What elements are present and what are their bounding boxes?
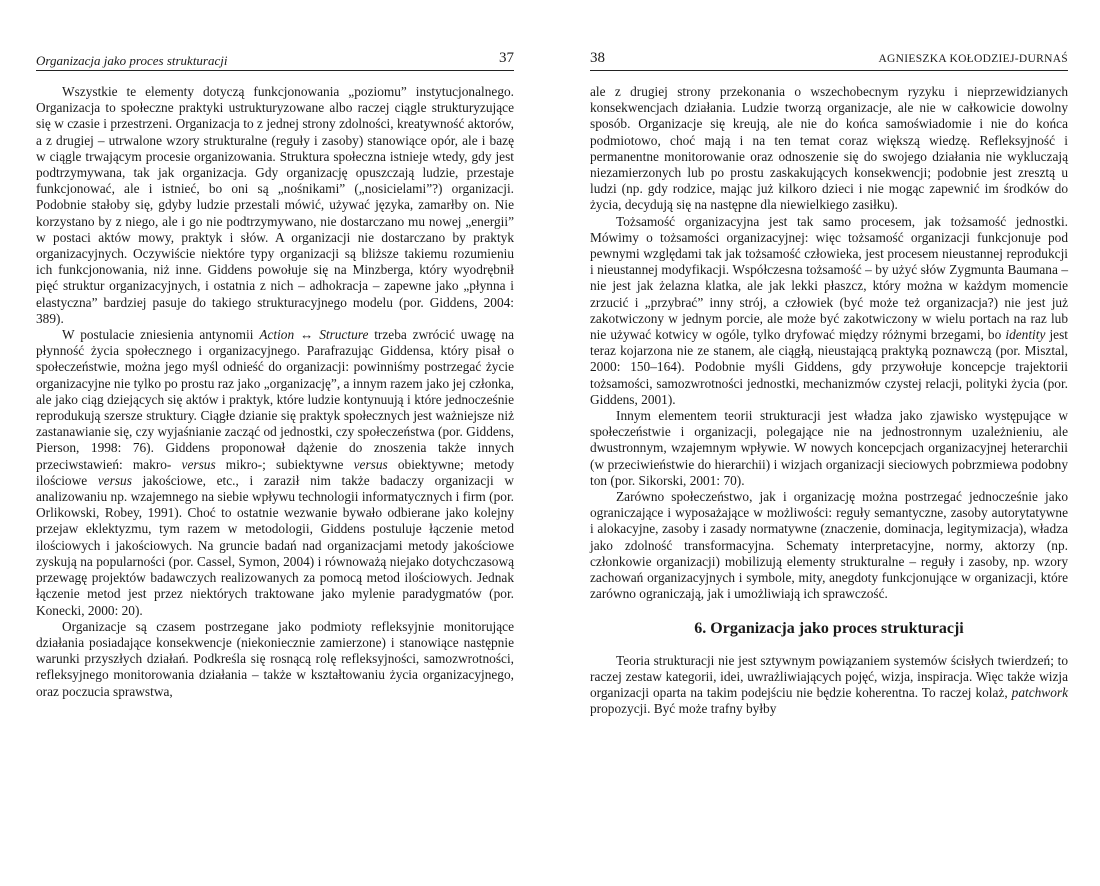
paragraph: W postulacie zniesienia antynomii Action ↔ Structure trzeba zwrócić uwagę na płynność życia społecznego i organizacyjnego. Parafrazując Giddensa, który pisał o społeczeństwie, można jego myśl odnieść do organizacji: powinniśmy postrzegać życie organizacyjne nie tylko po prostu raz jako „organizację”, a innym razem jako jej członka, ale jako ciąg dziejących się aktów i praktyk, które ludzie kontynuują i które jednocześnie reprodukują szersze struktury. Ciągłe dzianie się praktyk społecznych jest ważniejsze niż zastanawianie się, czy wyjaśnianie zacząć od jednostki, czy społeczeństwa (por. Giddens, Pierson, 1998: 76). Giddens proponował dążenie do znoszenia także innych przeciwstawień: makro- versus mikro-; subiektywne versus obiektywne; metody ilościowe versus jakościowe, etc., i zaraził nim także badaczy organizacji w analizowaniu np. wzajemnego na siebie wpływu technologii informatycznych i firm (por. Orlikowski, Robey, 1991). Choć to ostatnie wezwanie bywało odbierane jako kolejny przejaw eklektyzmu, tym razem w metodologii, Giddens postuluje łączenie metod ilościowych i jakościowych. Na gruncie badań nad organizacjami metody jakościowe zyskują na popularności (por. Cassel, Symon, 2004) i równoważą niejako dotychczasową przewagę projektów badawczych realizowanych za pomocą metod ilościowych. Jednak łączenie metod jest przez niektórych traktowane jako mylenie paradygmatów (por. Konecki, 2000: 20). <box>36 327 514 618</box>
right-page <box>590 0 1068 886</box>
paragraph: Zarówno społeczeństwo, jak i organizację można postrzegać jednocześnie jako ograniczające i wyposażające w możliwości: reguły semantyczne, zasoby autorytatywne i alokacyjne, zasoby i zasady normatywne (znaczenie, dominacja, legitymizacja), władza jako zdolność transformacyjna. Schematy interpretacyjne, normy, aktorzy (np. członkowie organizacji) mobilizują elementy strukturalne – reguły i zasoby, np. wzory zachowań organizacyjnych i symbole, mity, anegdoty funkcjonujące w organizacji, które zarówno ograniczają, jak i umożliwiają ich sprawczość. <box>590 489 1068 602</box>
paragraph: Innym elementem teorii strukturacji jest władza jako zjawisko występujące w społeczeństwie i organizacji, polegające nie na jednostronnym uzależnieniu, ale dwustronnym, wzajemnym wpływie. W nowych koncepcjach organizacyjnej heterarchii (w przeciwieństwie do hierarchii) i wizjach organizacji sieciowych pobrzmiewa podobny ton (por. Sikorski, 2001: 70). <box>590 408 1068 488</box>
section-heading: 6. Organizacja jako proces strukturacji <box>694 619 964 637</box>
left-running-header <box>36 50 514 70</box>
right-page-body <box>590 84 1068 718</box>
page-number: 38 <box>590 50 605 66</box>
paragraph: Tożsamość organizacyjna jest tak samo procesem, jak tożsamość jednostki. Mówimy o tożsamości organizacyjnej: więc tożsamość organizacji funkcjonuje pod pewnymi względami tak jak tożsamość człowieka, jest procesem nieustannej reprodukcji i nieustannej modyfikacji. Współczesna tożsamość – by użyć słów Zygmunta Baumana – nie jest jak żelazna klatka, ale jak lekki płaszcz, który można w każdym momencie zrzucić i „przybrać” inny strój, a człowiek (być może też organizacja?) nie jest już zakotwiczony w jednym porcie, ale może być zakotwiczony w wielu portach na raz lub nie używać kotwicy w ogóle, tylko dryfować między różnymi brzegami, bo identity jest teraz kojarzona nie ze stanem, ale ciągłą, nieustającą praktyką poznawczą (por. Misztal, 2000: 150–164). Podobnie myśli Giddens, gdy przywołuje koncepcje trajektorii tożsamości, samozwrotności jednostki, mechanizmów czystej relacji, polityki życia (por. Giddens, 2001). <box>590 213 1068 407</box>
page-number: 37 <box>499 50 514 66</box>
paragraph: Teoria strukturacji nie jest sztywnym powiązaniem systemów ścisłych twierdzeń; to raczej zestaw kategorii, idei, uwrażliwiających pojęć, wizja, inspiracja. Więc także wizja organizacji oparta na takim podejściu nie będzie koherentna. To raczej kolaż, patchwork propozycji. Być może trafny byłby <box>590 652 1068 717</box>
left-page <box>36 0 514 886</box>
running-title-author: AGNIESZKA KOŁODZIEJ-DURNAŚ <box>878 53 1068 65</box>
paragraph: Wszystkie te elementy dotyczą funkcjonowania „poziomu” instytucjonalnego. Organizacja to społeczne praktyki ustrukturyzowane albo raczej ciągle strukturyzujące się w czasie i przestrzeni. Organizacja to z jednej strony zdolności, kreatywność aktorów, a z drugiej – utrwalone wzory strukturalne (reguły i zasoby) stanowiące opór, ale i bazę w ciągle trwającym procesie organizowania. Struktura społeczna istnieje wtedy, gdy jest podtrzymywana, tak jak organizacja. Gdy organizację opuszczają ludzie, przestaje funkcjonować, ale i istnieć, bo oni są „nośnikami” („nosicielami”?) organizacji. Podobnie stałoby się, gdyby ludzie przestali mówić, używać języka, zamarłby on. Nie korzystano by z niego, ale i go nie podtrzymywano, nie dostarczano mu nowej „energii” w postaci aktów mowy, praktyk i słów. A organizacji nie dostarczano by praktyk organizacyjnych. Oczywiście niektóre typy organizacji są bliższe takiemu rozumieniu ich funkcjonowania, niż inne. Giddens powołuje się na Minzberga, który wyodrębnił pięć struktur organizacyjnych, i ostatnia z nich – adhokracja – zapewne jako „płynna i elastyczna” bardziej pasuje do takiego strukturacyjnego modelu (por. Giddens, 2004: 389). <box>36 84 514 326</box>
header-rule <box>36 70 514 71</box>
header-rule <box>590 70 1068 71</box>
running-title: Organizacja jako proces strukturacji <box>36 53 228 68</box>
left-page-body <box>36 84 514 700</box>
right-running-header <box>590 50 1068 70</box>
paragraph: Organizacje są czasem postrzegane jako podmioty refleksyjnie monitorujące działania posiadające konsekwencje (niekoniecznie zamierzone) i stanowiące następnie warunki przyszłych działań. Podkreśla się rosnącą rolę refleksyjności, samozwrotności, refleksyjnego monitorowania działania – także w kształtowaniu życia organizacyjnego, oraz poczucia sprawstwa, <box>36 618 514 699</box>
paragraph-continued: ale z drugiej strony przekonania o wszechobecnym ryzyku i nieprzewidzianych konsekwencjach działania. Ludzie tworzą organizacje, ale nie w całkowicie dowolny sposób. Organizacje się kreują, ale nie do końca samoświadomie i nie do końca podmiotowo, choć mają i na ten temat coraz większą wiedzę. Refleksyjność i permanentne monitorowanie oraz odnoszenie się do swojego działania nie wykluczają niezamierzonych lub po prostu zaskakujących konsekwencji; podobnie jest zresztą u ludzi (np. gdy rodzice, mając już kilkoro dzieci i nie mogąc zapewnić im środków do życia, decydują się na następne dla niewielkiego zasiłku). <box>590 84 1068 213</box>
